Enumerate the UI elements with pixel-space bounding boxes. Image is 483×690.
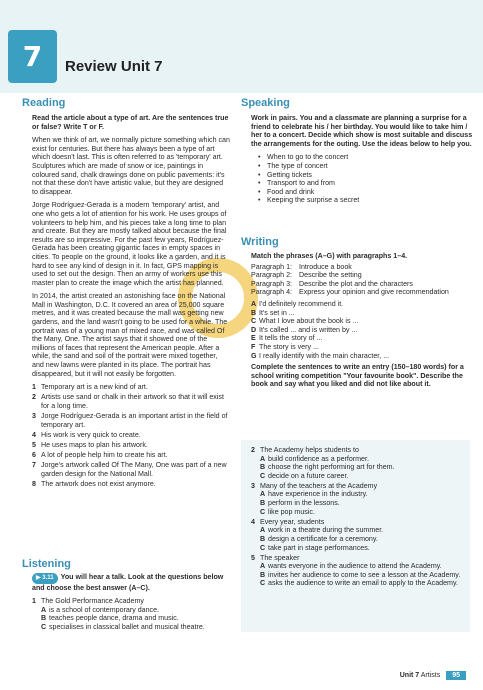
listening-heading: Listening [22,558,71,570]
writing-phrase [251,317,473,326]
option-letter: A [260,526,266,535]
item-number: 6 [32,450,36,459]
option-letter: A [41,605,47,614]
answer-option[interactable] [251,490,466,499]
option-letter: C [41,622,47,631]
question-number: 1 [32,597,36,606]
writing-paragraph [251,271,473,280]
reading-paragraph-1: When we think of art, we normally picture something which can exist for centuries. But there has always been a type of art which doesn't last. This is often referred to as 'temporary' art. Sculptures which are made of snow or ice, paintings in coloured sand, chalk drawings done on public pavements: it's not that these don't have artistic value, but they are designed to disappear. [32,136,230,196]
page-number: 95 [446,671,466,680]
item-text: His work is very quick to create. [41,430,141,439]
phrase-text: What I love about the book is ... [259,317,359,326]
paragraph-label: Paragraph 1: [251,262,293,271]
question-stem [251,554,466,563]
paragraph-text: Introduce a book [299,262,352,271]
paragraph-label: Paragraph 4: [251,288,293,297]
item-text: Jorge Rodríguez-Gerada is an important artist in the field of temporary art. [41,412,228,429]
reading-paragraph-2: Jorge Rodríguez-Gerada is a modern 'temporary' artist, and one who gets a lot of attention for his work. He uses groups of volunteers to help him, and his pieces take a long time to plan and create. But they are mostly talked about because the final results are so impressive. For the past few years, Rodríguez-Gerada has been creating gigantic faces in empty spaces in cities. To people on the ground, it looks like a garden, and it is hard to see any kind of design in it. In fact, GPS mapping is used to set out the design. Then an army of workers use this master plan to create the image which the artist has planned. [32,201,227,287]
question-number: 3 [251,481,255,490]
question-number: 5 [251,553,255,562]
item-text: A lot of people help him to create his art. [41,450,168,459]
item-text: Temporary art is a new kind of art. [41,383,148,392]
question-number: 4 [251,517,255,526]
reading-instruction: Read the article about a type of art. Are the sentences true or false? Write T or F. [32,114,229,131]
item-text: Artists use sand or chalk in their artwork so that it will exist for a long time. [41,393,224,410]
writing-phrase [251,343,473,352]
question-text: Many of the teachers at the Academy [260,481,378,490]
writing-paragraph [251,263,473,272]
footer-section: Artists [420,672,441,679]
question-stem [251,446,466,455]
reading-section [32,114,230,490]
writing-phrase [251,334,473,343]
item-text: Jorge's artwork called Of The Many, One was part of a new garden design for the National Mall. [41,460,227,478]
question-stem [251,482,466,491]
phrase-letter: E [251,334,256,343]
paragraph-text: Describe the plot and the characters [299,279,413,288]
writing-instruction: Match the phrases (A–G) with paragraphs 1–4. [251,252,408,260]
phrase-text: I really identify with the main character, ... [259,351,390,360]
answer-option[interactable] [32,606,230,615]
speaking-ideas-list [251,153,473,205]
reading-item [32,431,230,440]
item-number: 8 [32,479,36,488]
speaking-idea: • Transport to and from [267,179,473,188]
option-letter: C [260,579,266,588]
answer-option[interactable] [251,499,466,508]
answer-option[interactable] [251,544,466,553]
question-text: Every year, students [260,517,325,526]
reading-item [32,383,230,392]
unit-number-badge: 7 [8,30,57,83]
speaking-idea: • Food and drink [267,188,473,197]
paragraph-text: Express your opinion and give recommendation [299,288,449,297]
answer-option[interactable] [251,472,466,481]
answer-option[interactable] [251,463,466,472]
option-letter: C [260,471,266,480]
phrase-letter: D [251,325,257,334]
answer-option[interactable] [32,623,230,632]
option-text: choose the right performing art for them. [268,463,395,472]
writing-task: Complete the sentences to write an entry (150–180 words) for a school writing competition "Your favourite book". Describe the book and say what you liked and did not like about it. [251,363,464,389]
speaking-instruction: Work in pairs. You and a classmate are planning a surprise for a friend to celebrate his / her birthday. You would like to take him / her to a concert. Decide which show is most suitable and discuss the arrangements for the outing. Use the ideas below to help you. [251,114,473,148]
option-text: decide on a future career. [268,471,349,480]
option-letter: B [260,534,266,543]
item-number: 7 [32,460,36,469]
reading-item [32,480,230,489]
phrase-text: It's called ... and is written by ... [259,325,358,334]
answer-option[interactable] [251,571,466,580]
listening-questions-continued [251,446,466,590]
speaking-heading: Speaking [241,97,290,109]
option-letter: A [260,454,266,463]
listening-instruction: You will hear a talk. Look at the questions below and choose the best answer (A–C). [32,573,224,592]
option-text: have experience in the industry. [268,490,368,499]
writing-phrase-list [251,300,473,360]
item-number: 2 [32,393,36,402]
option-text: perform in the lessons. [268,499,340,508]
speaking-idea: • When to go to the concert [267,153,473,162]
phrase-text: It tells the story of ... [259,334,323,343]
question-stem [32,597,230,606]
option-text: wants everyone in the audience to attend the Academy. [268,562,442,571]
item-number: 5 [32,440,36,449]
phrase-letter: F [251,342,256,351]
writing-heading: Writing [241,236,279,248]
option-letter: B [260,499,266,508]
item-number: 3 [32,412,36,420]
footer-unit-label: Unit 7 [399,672,420,679]
answer-option[interactable] [32,614,230,623]
phrase-text: It's set in ... [259,308,295,317]
speaking-section [251,114,473,209]
answer-option[interactable] [251,526,466,535]
item-text: He uses maps to plan his artwork. [41,440,148,449]
reading-items [32,383,230,488]
option-text: take part in stage performances. [268,543,370,552]
answer-option[interactable] [251,455,466,464]
answer-option[interactable] [251,562,466,571]
option-letter: C [260,507,266,516]
option-text: invites her audience to come to see a lesson at the Academy. [268,570,461,579]
listening-question [251,446,466,480]
paragraph-label: Paragraph 2: [251,271,293,280]
item-number: 1 [32,383,36,392]
answer-option[interactable] [251,535,466,544]
reading-paragraph-3: In 2014, the artist created an astonishing face on the National Mall in Washington, D.C. It covered an area of 25,000 square metres, and it was created because the mall was getting new gardens, and the land wasn't going to be used for a while. The portrait was of a young man of mixed race, and was called Of the Many, One. The artist says that it showed one of the millions of faces that represent the American people. After a while, the sand and soil of the portrait were mixed together, and new lawns were planted in its place. The portrait has disappeared, but it will not easily be forgotten. [32,292,228,378]
speaking-idea: • The type of concert [267,162,473,171]
reading-item [32,441,230,450]
listening-question [251,482,466,516]
audio-track-badge[interactable]: ▶ 3.11 [32,573,58,584]
question-text: The Academy helps students to [260,446,359,454]
option-text: teaches people dance, drama and music. [49,614,179,623]
reading-item [32,393,230,410]
listening-question [32,597,230,631]
page-title: Review Unit 7 [65,58,163,75]
answer-option[interactable] [251,508,466,517]
phrase-letter: G [251,351,257,360]
page-footer [400,671,466,680]
reading-heading: Reading [22,97,66,109]
listening-question [251,554,466,588]
option-text: is a school of contemporary dance. [49,605,160,614]
option-letter: B [41,614,47,623]
writing-phrase [251,326,473,335]
question-stem [251,518,466,527]
writing-paragraph-list [251,263,473,297]
speaking-idea: • Getting tickets [267,171,473,180]
listening-question-1 [32,597,230,631]
answer-option[interactable] [251,579,466,588]
writing-paragraph [251,288,473,297]
item-text: The artwork does not exist anymore. [41,479,156,488]
question-text: The Gold Performance Academy [41,597,144,606]
writing-paragraph [251,280,473,289]
question-text: The speaker [260,553,300,562]
phrase-letter: A [251,299,257,308]
option-letter: C [260,543,266,552]
option-letter: B [260,570,266,579]
listening-section [32,573,230,633]
speaking-idea: • Keeping the surprise a secret [267,196,473,205]
option-text: specialises in classical ballet and musical theatre. [49,622,205,631]
option-letter: A [260,562,266,571]
option-letter: A [260,490,266,499]
option-text: like pop music. [268,507,315,516]
paragraph-text: Describe the setting [299,271,362,280]
option-text: design a certificate for a ceremony. [268,534,378,543]
phrase-text: The story is very ... [259,342,319,351]
reading-item [32,461,230,478]
option-text: work in a theatre during the summer. [268,526,384,535]
phrase-text: I'd definitely recommend it. [259,299,344,308]
header-band [0,0,483,93]
writing-phrase [251,352,473,361]
phrase-letter: B [251,308,257,317]
option-text: asks the audience to write an email to apply to the Academy. [268,579,458,588]
writing-phrase [251,309,473,318]
listening-question [251,518,466,552]
option-text: build confidence as a performer. [268,454,369,463]
writing-phrase [251,300,473,309]
item-number: 4 [32,430,36,439]
reading-item [32,451,230,460]
paragraph-label: Paragraph 3: [251,279,293,288]
option-letter: B [260,463,266,472]
reading-item [32,412,230,429]
writing-section [251,252,473,394]
phrase-letter: C [251,317,257,326]
question-number: 2 [251,446,255,454]
